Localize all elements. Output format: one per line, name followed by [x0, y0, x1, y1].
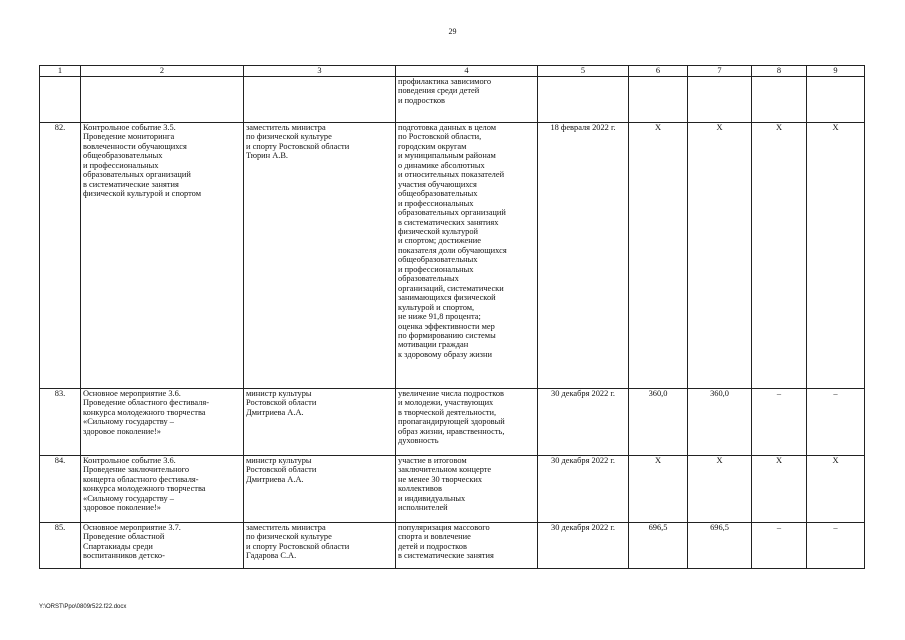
- column-header-4: 4: [396, 66, 538, 77]
- expected-result: профилактика зависимого поведения среди детей и подростков: [396, 77, 538, 123]
- deadline-date: 30 декабря 2022 г.: [538, 389, 629, 456]
- responsible-person: заместитель министра по физической культуре и спорту Ростовской области Гадарова С.А.: [244, 523, 396, 569]
- event-name: [81, 77, 244, 123]
- value-col-7: Х: [688, 456, 752, 523]
- expected-result: популяризация массового спорта и вовлечение детей и подростков в систематические занятия: [396, 523, 538, 569]
- deadline-date: 30 декабря 2022 г.: [538, 456, 629, 523]
- table-row-84: [40, 456, 865, 523]
- value-col-9: –: [807, 389, 865, 456]
- file-path-footer: Y:\ORST\Ppo\0809r522.f22.docx: [39, 604, 127, 610]
- value-col-7: [688, 77, 752, 123]
- events-table: [39, 65, 865, 569]
- column-header-7: 7: [688, 66, 752, 77]
- row-number: 82.: [40, 123, 81, 389]
- column-header-5: 5: [538, 66, 629, 77]
- value-col-8: –: [752, 523, 807, 569]
- event-name: Основное мероприятие 3.7. Проведение областной Спартакиады среди воспитанников детско-: [81, 523, 244, 569]
- table-row-continuation: [40, 77, 865, 123]
- value-col-6: Х: [629, 123, 688, 389]
- value-col-7: Х: [688, 123, 752, 389]
- event-name: Контрольное событие 3.5. Проведение мониторинга вовлеченности обучающихся общеобразовательных и профессиональных образовательных организаций в систематические занятия физической культурой и спортом: [81, 123, 244, 389]
- value-col-9: –: [807, 523, 865, 569]
- expected-result: подготовка данных в целом по Ростовской области, городским округам и муниципальным районам о динамике абсолютных и относительных показателей участия обучающихся общеобразовательных и профессиональных образовательных организаций в систематических занятиях физической культурой и спортом; достижение показателя доли обучающихся общеобразовательных и профессиональных образовательных организаций, систематически занимающихся физической культурой и спортом, не ниже 91,8 процента; оценка эффективности мер по формированию системы мотивации граждан к здоровому образу жизни: [396, 123, 538, 389]
- value-col-8: Х: [752, 123, 807, 389]
- row-number: 85.: [40, 523, 81, 569]
- column-header-2: 2: [81, 66, 244, 77]
- value-col-6: 696,5: [629, 523, 688, 569]
- deadline-date: 30 декабря 2022 г.: [538, 523, 629, 569]
- column-header-1: 1: [40, 66, 81, 77]
- column-header-8: 8: [752, 66, 807, 77]
- value-col-9: Х: [807, 123, 865, 389]
- deadline-date: 18 февраля 2022 г.: [538, 123, 629, 389]
- value-col-6: [629, 77, 688, 123]
- responsible-person: министр культуры Ростовской области Дмитриева А.А.: [244, 389, 396, 456]
- value-col-8: [752, 77, 807, 123]
- value-col-6: 360,0: [629, 389, 688, 456]
- row-number: 84.: [40, 456, 81, 523]
- value-col-7: 360,0: [688, 389, 752, 456]
- event-name: Основное мероприятие 3.6. Проведение областного фестиваля- конкурса молодежного творчества «Сильному государству – здоровое поколение!»: [81, 389, 244, 456]
- table-row-82: [40, 123, 865, 389]
- column-header-3: 3: [244, 66, 396, 77]
- expected-result: участие в итоговом заключительном концерте не менее 30 творческих коллективов и индивидуальных исполнителей: [396, 456, 538, 523]
- column-number-header-row: [40, 66, 865, 77]
- value-col-6: Х: [629, 456, 688, 523]
- responsible-person: [244, 77, 396, 123]
- responsible-person: заместитель министра по физической культуре и спорту Ростовской области Тюрин А.В.: [244, 123, 396, 389]
- value-col-9: Х: [807, 456, 865, 523]
- table-row-83: [40, 389, 865, 456]
- column-header-6: 6: [629, 66, 688, 77]
- table-row-85: [40, 523, 865, 569]
- page-number: 29: [448, 27, 457, 36]
- deadline-date: [538, 77, 629, 123]
- expected-result: увеличение числа подростков и молодежи, участвующих в творческой деятельности, пропагандирующей здоровый образ жизни, нравственность, духовность: [396, 389, 538, 456]
- event-name: Контрольное событие 3.6. Проведение заключительного концерта областного фестиваля- конкурса молодежного творчества «Сильному государству – здоровое поколение!»: [81, 456, 244, 523]
- row-number: 83.: [40, 389, 81, 456]
- row-number: [40, 77, 81, 123]
- value-col-8: Х: [752, 456, 807, 523]
- value-col-7: 696,5: [688, 523, 752, 569]
- value-col-8: –: [752, 389, 807, 456]
- value-col-9: [807, 77, 865, 123]
- responsible-person: министр культуры Ростовской области Дмитриева А.А.: [244, 456, 396, 523]
- column-header-9: 9: [807, 66, 865, 77]
